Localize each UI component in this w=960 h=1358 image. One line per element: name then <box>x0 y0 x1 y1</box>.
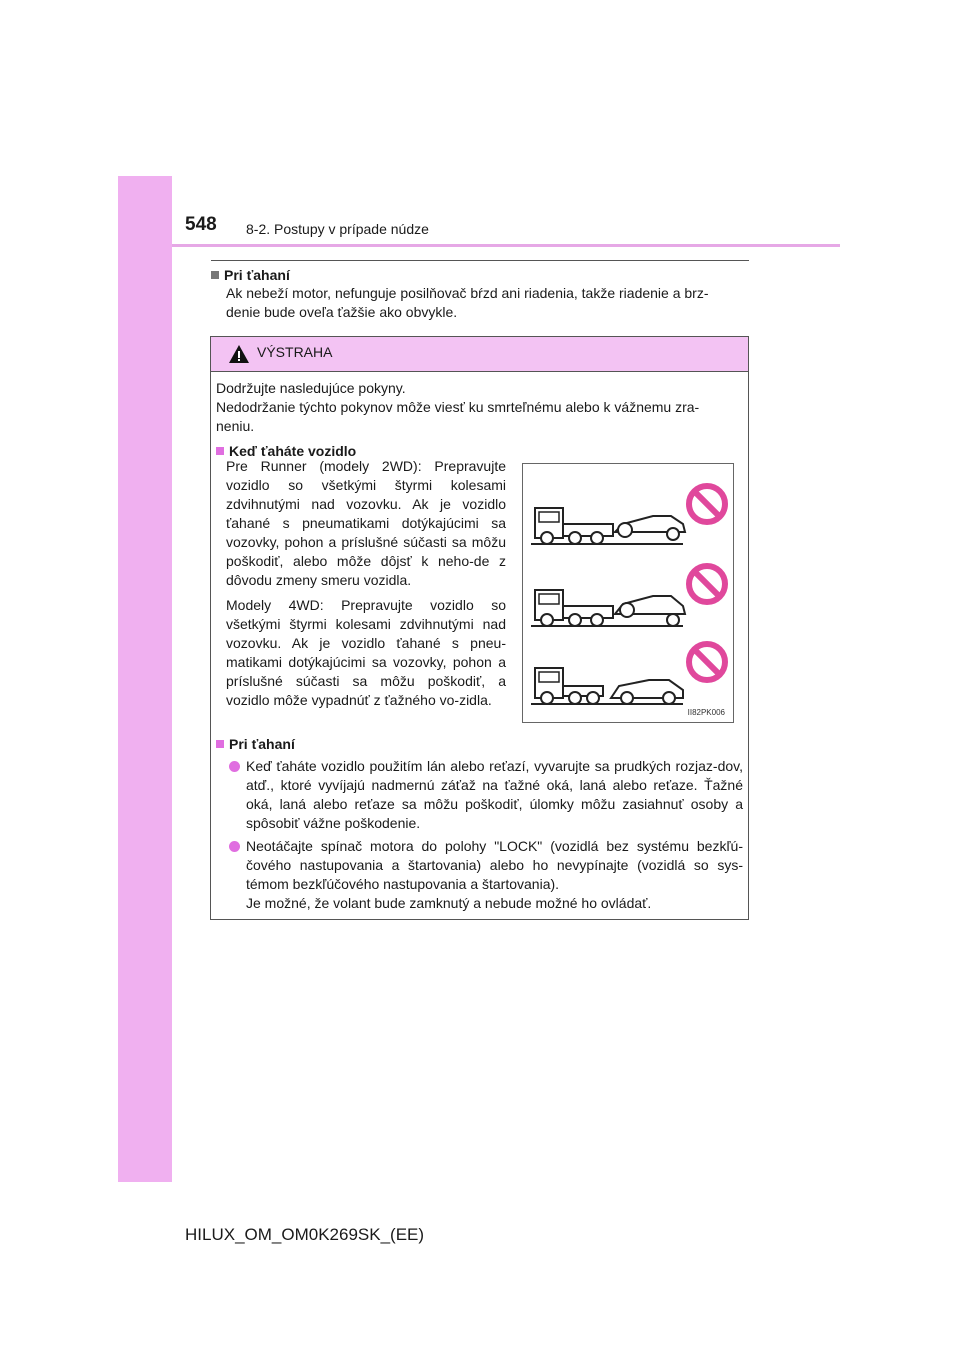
list-item: Neotáčajte spínač motora do polohy "LOCK" (vozidlá bez systému bezkľú-čového nastupovania a štartovania) alebo ho nevypínajte (vozidlá so sys-témom bezkľúčového nastupovania a štartovania). Je možné, že volant bude zamknutý a nebude možné ho ovládať. <box>229 837 743 913</box>
section-text-line: denie bude oveľa ťažšie ako obvykle. <box>226 304 458 320</box>
bullet-dot-icon <box>229 841 240 852</box>
warning-box <box>210 336 749 920</box>
warning-content <box>216 379 743 460</box>
bullet-dot-icon <box>229 761 240 772</box>
section-text <box>226 284 751 322</box>
towing-instructions <box>226 457 506 716</box>
warning-intro-line: neniu. <box>216 418 255 434</box>
warning-header <box>211 337 748 372</box>
footer-code: HILUX_OM_OM0K269SK_(EE) <box>185 1225 425 1244</box>
prohibited-towing-figure <box>523 464 733 722</box>
warning-triangle-icon <box>228 344 250 364</box>
towing-paragraph-2wd: Pre Runner (modely 2WD): Prepravujte vozidlo so všetkými štyrmi kolesami zdvihnutými nad vozovku. Ak je vozidlo ťahané s pneumatikami dotýkajúcimi sa vozovky, pohon a príslušné súčasti sa môžu poškodiť, alebo môže dôjsť k neho-de z dôvodu zmeny smeru vozidla. <box>226 458 506 588</box>
chapter-title: 8-2. Postupy v prípade núdze <box>246 221 429 237</box>
list-item: Keď ťaháte vozidlo použitím lán alebo reťazí, vyvarujte sa prudkých rozjaz-dov, atď., ktoré vyvíjajú nadmernú záťaž na ťažné oká, laná alebo reťaze. Ťažné oká, laná alebo reťaze sa môžu poškodiť, úlomky môžu zasiahnuť osoby a spôsobiť vážne poškodenie. <box>229 757 743 833</box>
towing-section <box>211 266 751 322</box>
tow-scene-2 <box>531 566 725 626</box>
section-text-line: Ak nebeží motor, nefunguje posilňovač bŕzd ani riadenia, takže riadenie a brz- <box>226 285 709 301</box>
illustration-code: II82PK006 <box>687 708 725 717</box>
towing-illustration <box>522 463 734 723</box>
section-heading: Pri ťahaní <box>211 266 751 284</box>
chapter-sidebar-tab <box>118 176 172 1182</box>
tow-heading: Pri ťahaní <box>216 735 743 753</box>
section-rule <box>211 260 749 261</box>
warning-intro <box>216 379 743 436</box>
tow-section <box>216 735 743 913</box>
towing-heading: Keď ťaháte vozidlo <box>216 442 743 460</box>
square-bullet-icon <box>216 447 224 455</box>
square-bullet-icon <box>211 271 219 279</box>
warning-title: VÝSTRAHA <box>257 344 333 360</box>
warning-intro-line: Nedodržanie týchto pokynov môže viesť ku smrteľnému alebo k vážnemu zra- <box>216 399 700 415</box>
tow-scene-3 <box>531 644 725 704</box>
warning-intro-line: Dodržujte nasledujúce pokyny. <box>216 380 406 396</box>
square-bullet-icon <box>216 740 224 748</box>
tow-scene-1 <box>531 486 725 544</box>
page-number: 548 <box>185 214 217 235</box>
header-divider <box>172 244 840 247</box>
towing-paragraph-4wd: Modely 4WD: Prepravujte vozidlo so všetkými štyrmi kolesami zdvihnutými nad vozovku. Ak je vozidlo ťahané s pneu-matikami dotýkajúcimi sa vozovky, pohon a príslušné súčasti sa môžu poškodiť, a vozidlo môže vypadnúť z ťažného vo-zidla. <box>226 597 506 708</box>
